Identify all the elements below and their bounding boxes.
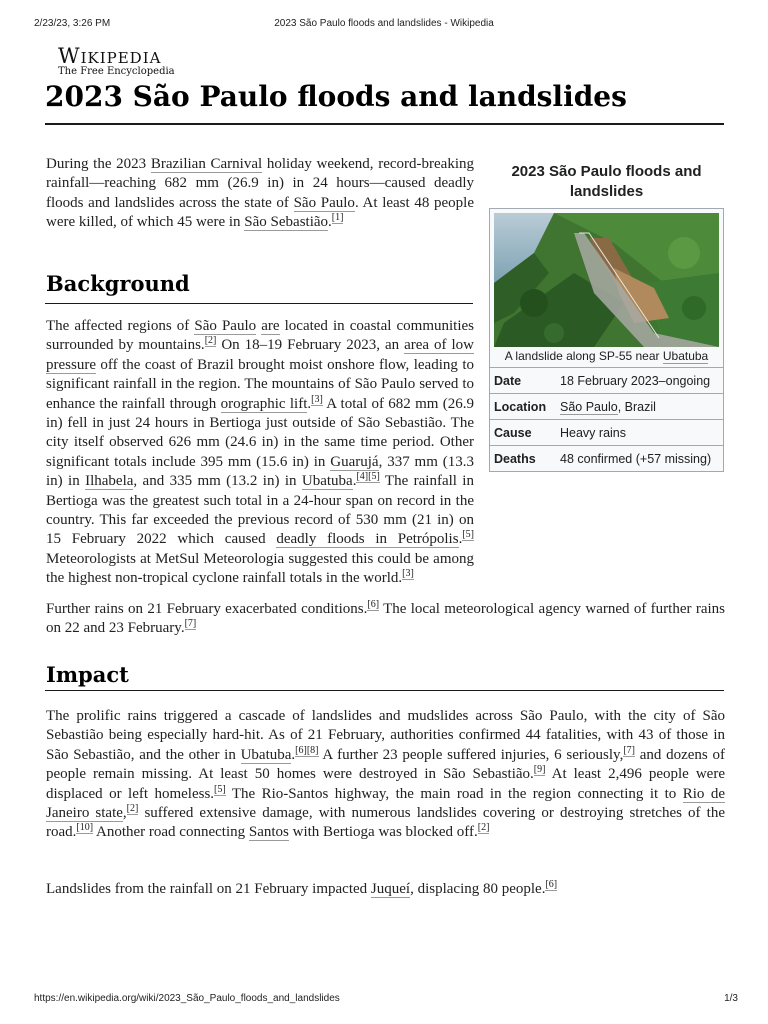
- link-area-of-low-pressure[interactable]: area of low pressure: [46, 337, 475, 373]
- link-orographic-lift[interactable]: orographic lift: [220, 395, 308, 412]
- print-url: https://en.wikipedia.org/wiki/2023_São_Paulo_floods_and_landslides: [34, 993, 340, 1004]
- link-sao-paulo[interactable]: São Paulo: [293, 194, 355, 211]
- section-heading-background: Background: [46, 271, 190, 296]
- reference-link[interactable]: [2]: [477, 822, 490, 834]
- reference-link[interactable]: [6]: [367, 599, 380, 610]
- section-divider: [45, 303, 473, 304]
- link-sao-sebastiao[interactable]: São Sebastião: [244, 214, 329, 231]
- impact-paragraph-2: Landslides from the rainfall on 21 February impacted Juqueí, displacing 80 people.[6]: [46, 879, 558, 897]
- infobox-title: 2023 São Paulo floods and landslides: [511, 163, 702, 200]
- link-ubatuba[interactable]: Ubatuba: [301, 473, 353, 490]
- page-title: 2023 São Paulo floods and landslides: [45, 80, 627, 113]
- link-ubatuba[interactable]: Ubatuba: [662, 349, 709, 363]
- reference-link[interactable]: [5]: [214, 783, 226, 795]
- reference-link[interactable]: [6]: [295, 744, 307, 756]
- reference-link[interactable]: [2]: [126, 803, 139, 815]
- link-santos[interactable]: Santos: [248, 824, 289, 841]
- wikipedia-logo[interactable]: [58, 44, 175, 77]
- logo-tagline: The Free Encyclopedia: [58, 66, 175, 77]
- link-ilhabela[interactable]: Ilhabela: [85, 473, 134, 490]
- print-header: [0, 18, 768, 32]
- infobox-label: Location: [490, 394, 556, 420]
- impact-paragraph-1: The prolific rains triggered a cascade of landslides and mudslides across São Paulo, with the city of São Sebastião being especially hard-hit. As of 21 February, authorities confirmed 44 fatalities, with 43 of those in São Sebastião, and the other in Ubatuba.[6][8] A further 23 people suffered injuries, 6 seriously,[7] and dozens of people remain missing. At least 50 homes were destroyed in São Sebastião.[9] At least 2,496 people were displaced or left homeless.[5] The Rio-Santos highway, the main road in the region connecting it to Rio de Janeiro state,[2] suffered extensive damage, with numerous landslides covering or destroying stretches of the road.[10] Another road connecting Santos with Bertioga was blocked off.[2]: [46, 708, 725, 841]
- landslide-photo[interactable]: [494, 213, 719, 347]
- print-page-title: 2023 São Paulo floods and landslides - Wikipedia: [274, 18, 494, 29]
- infobox-caption: A landslide along SP-55 near Ubatuba: [504, 349, 709, 363]
- link-sao-paulo[interactable]: São Paulo: [194, 318, 257, 334]
- infobox-value: 48 confirmed (+57 missing): [556, 446, 723, 472]
- section-heading-impact: Impact: [46, 662, 129, 687]
- reference-link[interactable]: [7]: [623, 744, 635, 756]
- infobox-row-date: [490, 368, 723, 394]
- reference-link[interactable]: [2]: [204, 335, 217, 347]
- reference-link[interactable]: [5]: [462, 529, 474, 541]
- reference-link[interactable]: [8]: [306, 744, 319, 756]
- infobox-label: Deaths: [490, 446, 556, 472]
- background-paragraph-2: Further rains on 21 February exacerbated conditions.[6] The local meteorological agency warned of further rains on 22 and 23 February.[7]: [46, 599, 725, 637]
- reference-link[interactable]: [7]: [184, 618, 197, 630]
- reference-link[interactable]: [3]: [402, 568, 414, 580]
- print-page-number: 1/3: [724, 993, 738, 1004]
- infobox-value: Heavy rains: [556, 420, 723, 446]
- link-brazilian-carnival[interactable]: Brazilian Carnival: [150, 156, 263, 172]
- link-deadly-floods-in-petropolis[interactable]: deadly floods in Petrópolis: [276, 531, 459, 548]
- infobox-value: 18 February 2023–ongoing: [556, 368, 723, 394]
- infobox-label: Cause: [490, 420, 556, 446]
- reference-link[interactable]: [6]: [545, 879, 558, 890]
- background-text-upper: The affected regions of São Paulo are located in coastal communities surrounded by mountains.[2] On 18–19 February 2023, an area of low pressure off the coast of Brazil brought moist onshore flow, leading to significant rainfall in the region. The mountains of São Paulo served to enhance the rainfall through orographic lift.[3] A total of 682 mm (26.9 in) fell in just 24 hours in Bertioga just outside of São Sebastião. The city itself observed 626 mm (24.6 in) in the same time period. Other significant totals include 395 mm (15.6 in) in Guarujá, 337 mm (13.3 in) in Ilhabela, and 335 mm (13.2 in) in Ubatuba.[4][5] The rainfall in Bertioga was the greatest such total in a 24-hour span on record in the country. This far exceeded the previous record of 530 mm (21 in) on 15 February 2022 which caused deadly floods in Petrópolis.[5] Meteorologists at MetSul Meteorologia suggested this could be among the highest non-tropical cyclone rainfall totals in the world.[3]: [46, 318, 475, 587]
- text-sao-sebastiao: São Sebastião: [357, 415, 443, 432]
- reference-link[interactable]: [9]: [533, 764, 546, 776]
- infobox-value: São Paulo, Brazil: [556, 394, 723, 420]
- infobox-table: [490, 367, 723, 471]
- infobox: [489, 162, 724, 472]
- infobox-frame: [489, 208, 724, 472]
- reference-link[interactable]: [1]: [331, 212, 344, 224]
- intro-paragraph: During the 2023 Brazilian Carnival holiday weekend, record-breaking rainfall—reaching 682 mm (26.9 in) in 24 hours—caused deadly floods and landslides across the state of São Paulo. At least 48 people were killed, of which 45 were in São Sebastião.[1]: [46, 156, 474, 231]
- link-juquei[interactable]: Juqueí: [370, 881, 411, 897]
- print-datetime: 2/23/23, 3:26 PM: [34, 18, 111, 29]
- reference-link[interactable]: [3]: [311, 393, 323, 405]
- infobox-row-location: [490, 394, 723, 420]
- link-are[interactable]: are: [261, 318, 280, 334]
- infobox-row-cause: [490, 420, 723, 446]
- reference-link[interactable]: [4]: [356, 471, 369, 483]
- link-rio-de-janeiro-state[interactable]: Rio de Janeiro state: [46, 785, 725, 822]
- logo-wordmark: Wikipedia: [58, 44, 162, 68]
- infobox-label: Date: [490, 368, 556, 394]
- reference-link[interactable]: [10]: [76, 822, 94, 834]
- title-divider: [45, 123, 724, 125]
- link-guaruja[interactable]: Guarujá: [330, 453, 379, 470]
- section-divider: [45, 690, 724, 691]
- infobox-row-deaths: [490, 446, 723, 472]
- link-ubatuba[interactable]: Ubatuba: [240, 746, 292, 763]
- reference-link[interactable]: [5]: [368, 471, 380, 483]
- landslide-photo-graphic: [494, 213, 719, 347]
- link-sao-paulo[interactable]: São Paulo: [560, 399, 618, 414]
